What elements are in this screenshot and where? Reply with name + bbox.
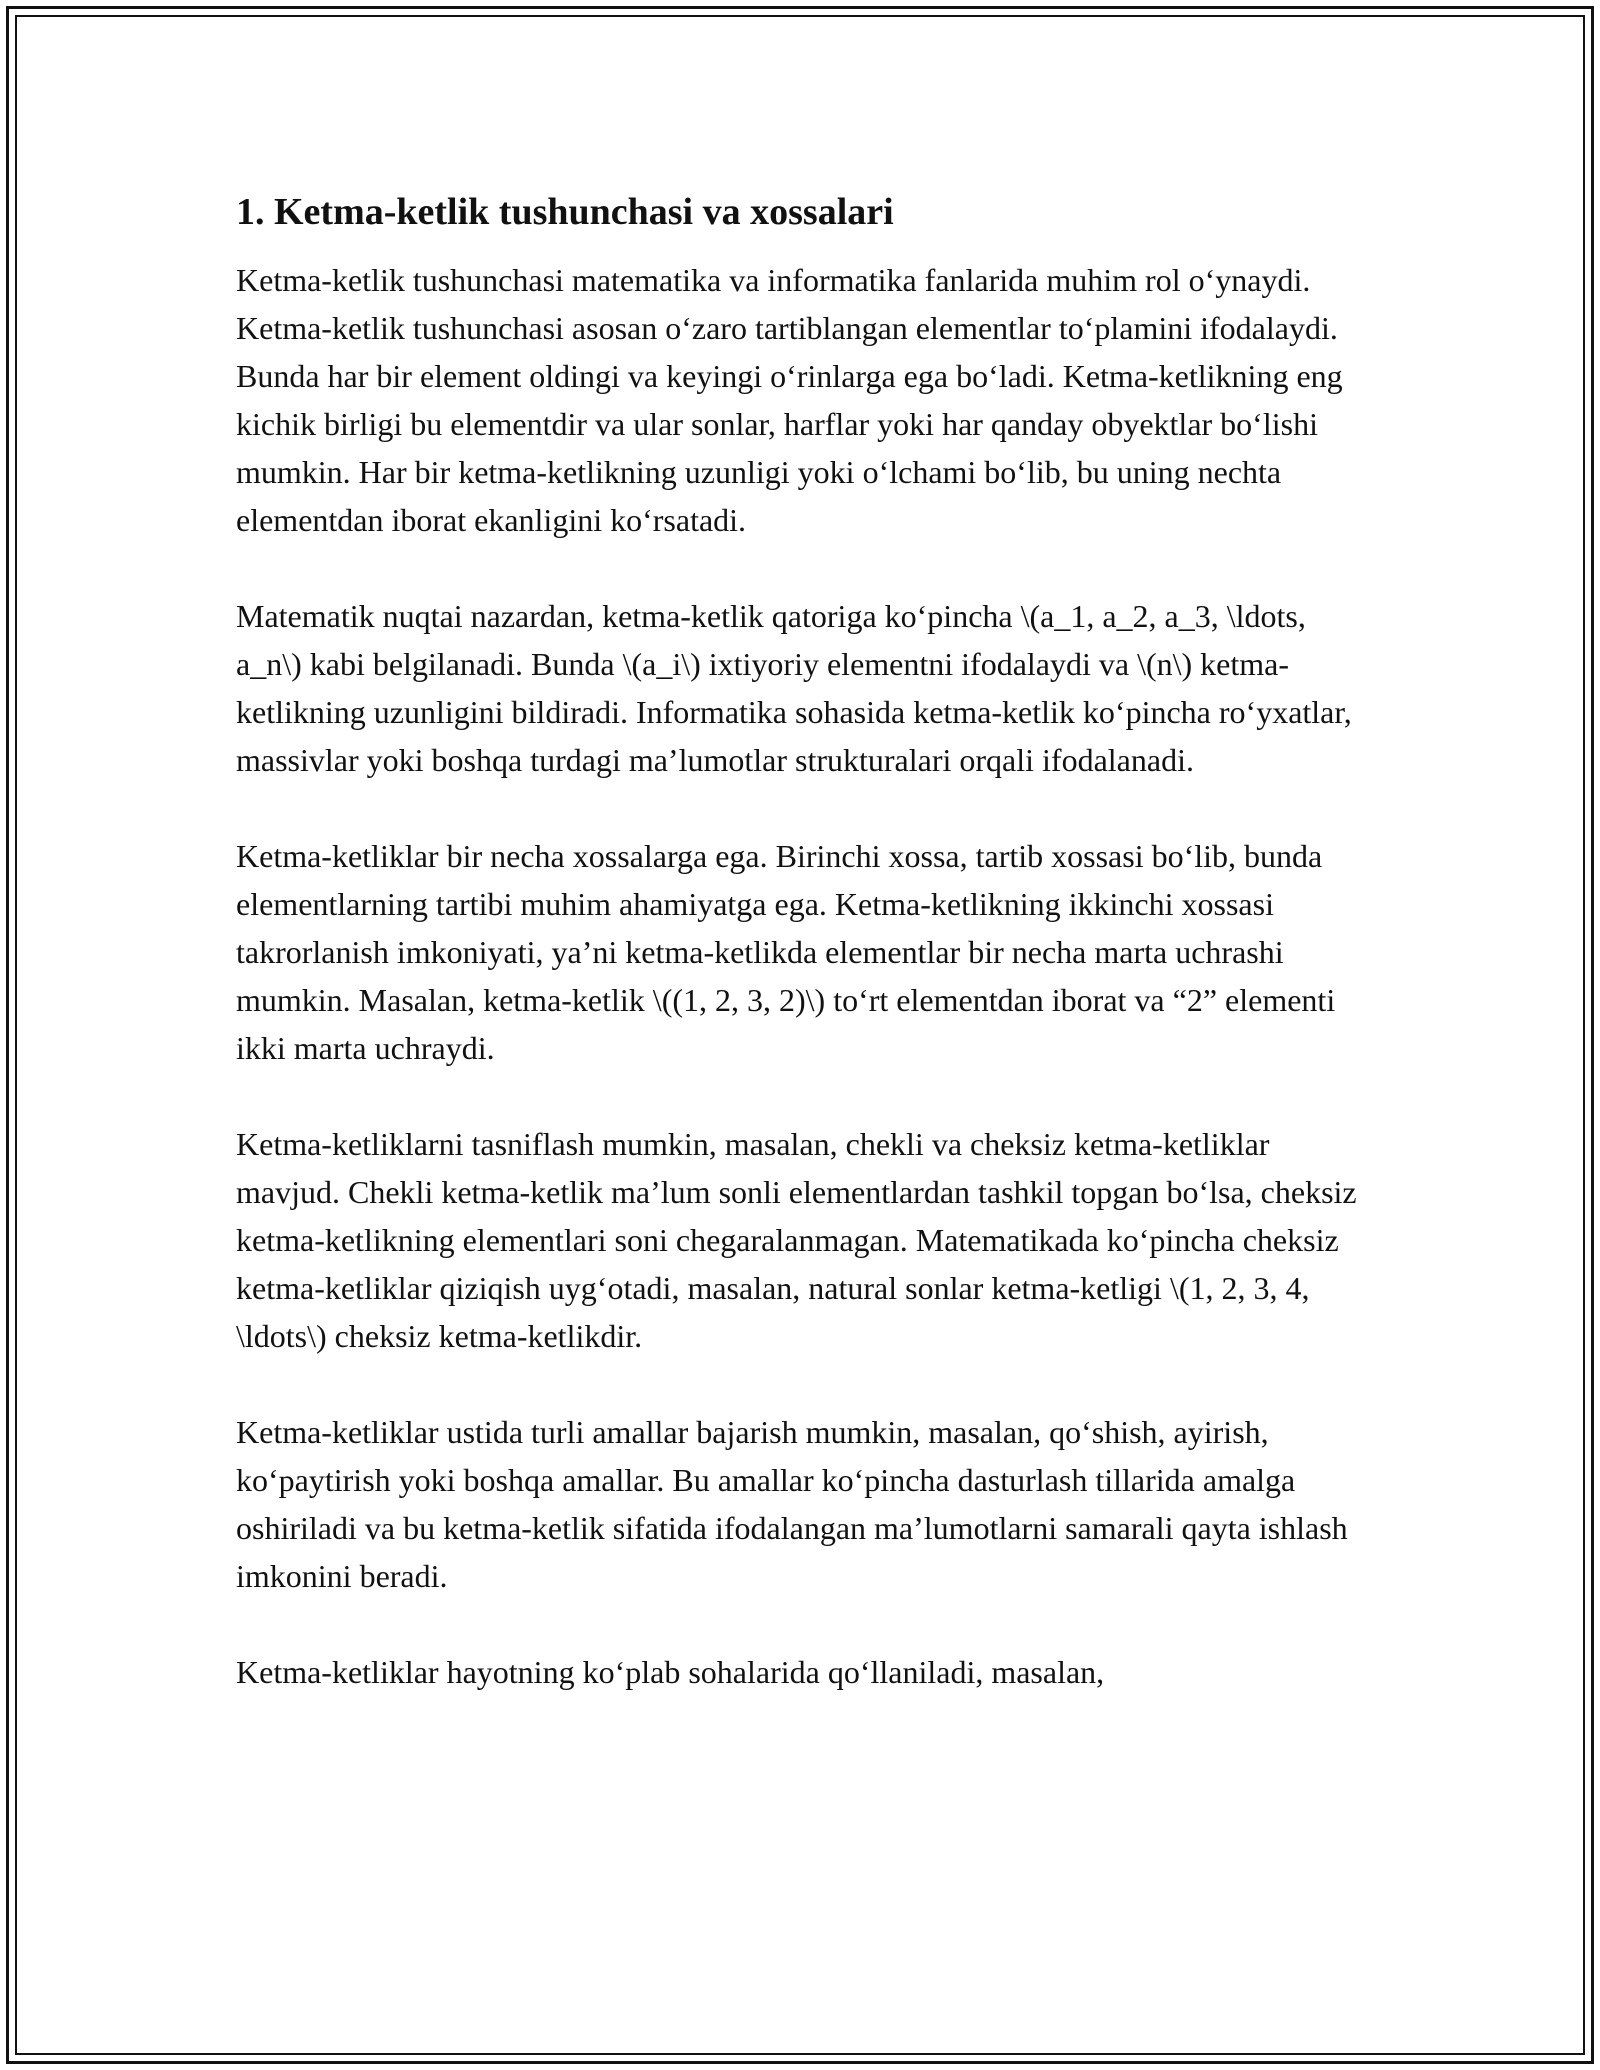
paragraph-6: Ketma-ketliklar hayotning ko‘plab sohalarida qo‘llaniladi, masalan, [236, 1654, 1105, 1690]
paragraph-1: Ketma-ketlik tushunchasi matematika va informatika fanlarida muhim rol o‘ynaydi. Ketma-ketlik tushunchasi asosan o‘zaro tartiblangan elementlar to‘plamini ifodalaydi. Bunda har bir element oldingi va keyingi o‘rinlarga ega bo‘ladi. Ketma-ketlikning eng kichik birligi bu elementdir va ular sonlar, harflar yoki har qanday obyektlar bo‘lishi mumkin. Har bir ketma-ketlikning uzunligi yoki o‘lchami bo‘lib, bu uning nechta elementdan iborat ekanligini ko‘rsatadi. [236, 262, 1343, 538]
section-title: 1. Ketma-ketlik tushunchasi va xossalari [236, 191, 894, 233]
paragraph-3: Ketma-ketliklar bir necha xossalarga ega. Birinchi xossa, tartib xossasi bo‘lib, bunda elementlarning tartibi muhim ahamiyatga ega. Ketma-ketlikning ikkinchi xossasi takrorlanish imkoniyati, ya’ni ketma-ketlikda elementlar bir necha marta uchrashi mumkin. Masalan, ketma-ketlik \((1, 2, 3, 2)\) to‘rt elementdan iborat va “2” elementi ikki marta uchraydi. [236, 838, 1336, 1066]
paragraph-5: Ketma-ketliklar ustida turli amallar bajarish mumkin, masalan, qo‘shish, ayirish, ko‘paytirish yoki boshqa amallar. Bu amallar ko‘pincha dasturlash tillarida amalga oshiriladi va bu ketma-ketlik sifatida ifodalangan ma’lumotlarni samarali qayta ishlash imkonini beradi. [236, 1414, 1348, 1594]
paragraph-4: Ketma-ketliklarni tasniflash mumkin, masalan, chekli va cheksiz ketma-ketliklar mavjud. Chekli ketma-ketlik ma’lum sonli elementlardan tashkil topgan bo‘lsa, cheksiz ketma-ketlikning elementlari soni chegaralanmagan. Matematikada ko‘pincha cheksiz ketma-ketliklar qiziqish uyg‘otadi, masalan, natural sonlar ketma-ketligi \(1, 2, 3, 4, \ldots\) cheksiz ketma-ketlikdir. [236, 1126, 1357, 1354]
paragraph-2: Matematik nuqtai nazardan, ketma-ketlik qatoriga ko‘pincha \(a_1, a_2, a_3, \ldots, a_n\) kabi belgilanadi. Bunda \(a_i\) ixtiyoriy elementni ifodalaydi va \(n\) ketma-ketlikning uzunligini bildiradi. Informatika sohasida ketma-ketlik ko‘pincha ro‘yxatlar, massivlar yoki boshqa turdagi ma’lumotlar strukturalari orqali ifodalanadi. [236, 598, 1352, 778]
document-body [236, 186, 1366, 1744]
